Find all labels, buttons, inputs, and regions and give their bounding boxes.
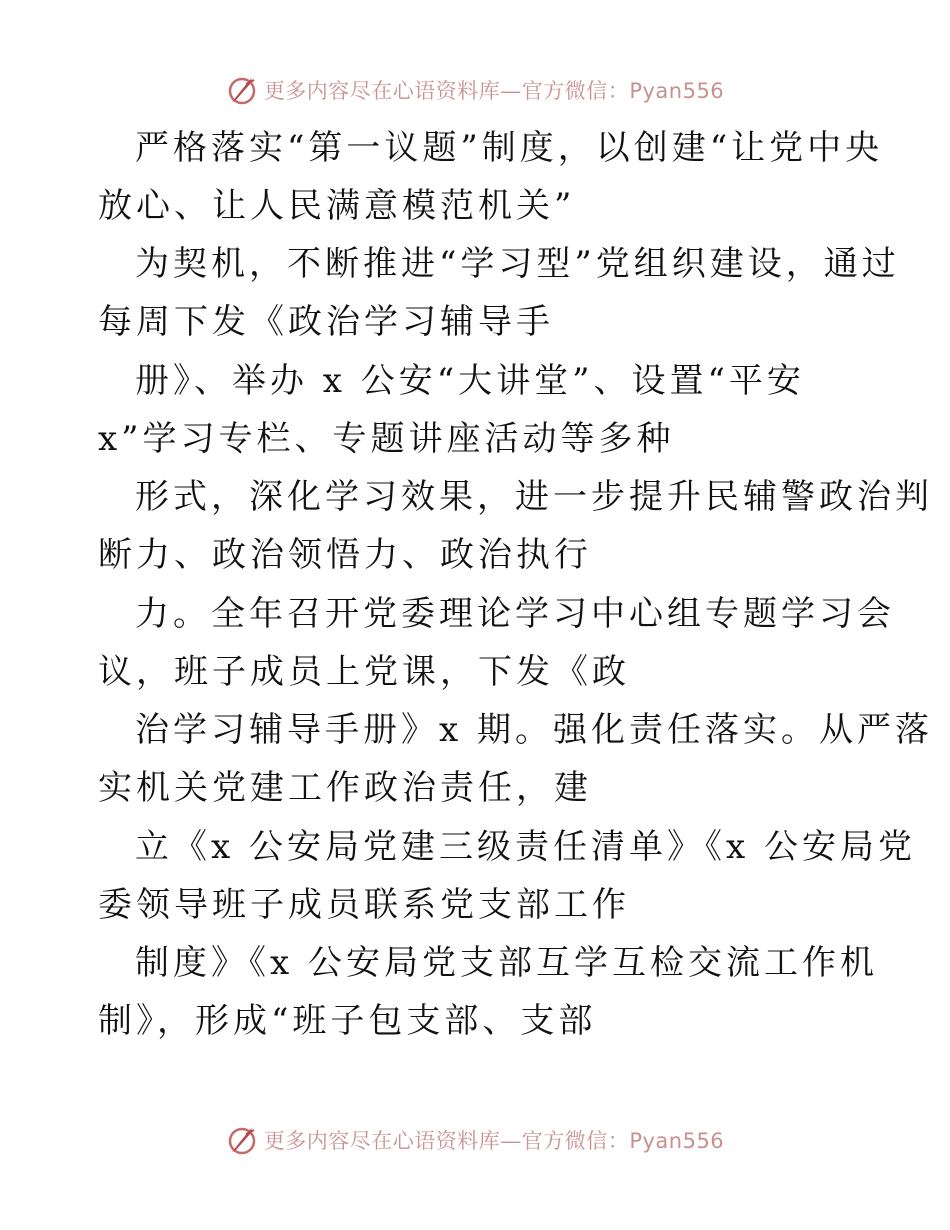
footer-watermark xyxy=(0,1120,950,1160)
body-line: 治学习辅导手册》x 期。强化责任落实。从严落 xyxy=(135,710,933,750)
quill-pen-circle-icon xyxy=(226,1124,258,1156)
body-line: 为契机，不断推进“学习型”党组织建设，通过 xyxy=(135,244,900,284)
body-line: 制》，形成“班子包支部、支部 xyxy=(98,1001,597,1041)
watermark-text: 更多内容尽在心语资料库—官方微信：Pyan556 xyxy=(263,1129,725,1153)
watermark-text: 更多内容尽在心语资料库—官方微信：Pyan556 xyxy=(263,79,725,103)
body-line: 议，班子成员上党课，下发《政 xyxy=(98,652,630,692)
body-line: x”学习专栏、专题讲座活动等多种 xyxy=(98,419,675,459)
watermark-id: Pyan556 xyxy=(629,1129,725,1153)
body-line: 实机关党建工作政治责任，建 xyxy=(98,768,592,808)
watermark-id: Pyan556 xyxy=(629,79,725,103)
quill-pen-circle-icon xyxy=(226,74,258,106)
body-line: 放心、让人民满意模范机关” xyxy=(98,186,576,226)
body-line: 每周下发《政治学习辅导手 xyxy=(98,302,554,342)
body-line: 严格落实“第一议题”制度，以创建“让党中央 xyxy=(135,128,884,168)
header-watermark xyxy=(0,70,950,110)
body-line: 册》、举办 x 公安“大讲堂”、设置“平安 xyxy=(135,361,805,401)
body-line: 委领导班子成员联系党支部工作 xyxy=(98,885,630,925)
body-line: 力。全年召开党委理论学习中心组专题学习会 xyxy=(135,594,895,634)
body-line: 制度》《x 公安局党支部互学互检交流工作机 xyxy=(135,943,878,983)
body-line: 立《x 公安局党建三级责任清单》《x 公安局党 xyxy=(135,827,916,867)
body-line: 断力、政治领悟力、政治执行 xyxy=(98,535,592,575)
body-line: 形式，深化学习效果，进一步提升民辅警政治判 xyxy=(135,477,933,517)
